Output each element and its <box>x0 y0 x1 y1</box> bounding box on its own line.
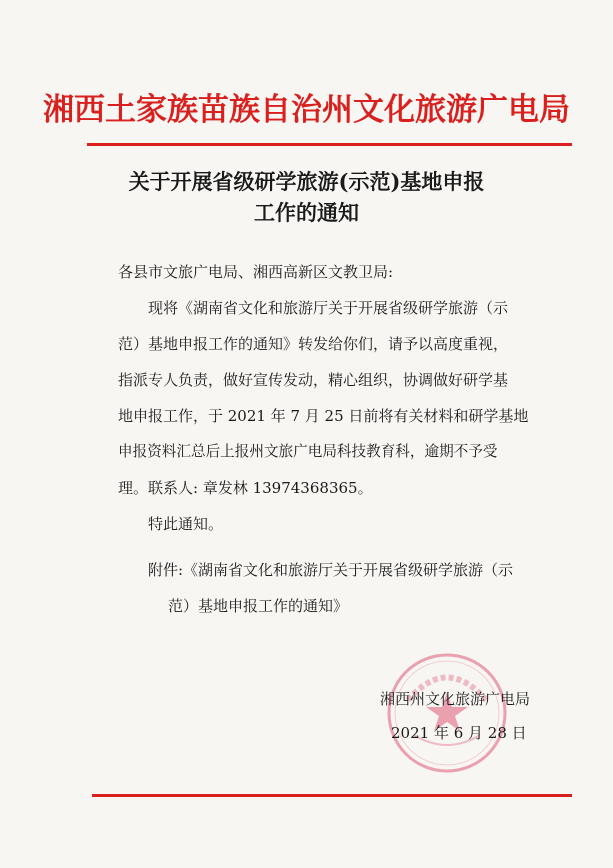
official-seal-stamp <box>384 650 510 776</box>
body-line-3: 指派专人负责，做好宣传发动，精心组织，协调做好研学基 <box>118 371 509 389</box>
body-line-6: 理。联系人: 章发林 13974368365。 <box>118 479 373 497</box>
signature-org: 湘西州文化旅游广电局 <box>380 690 531 708</box>
attachment-line-2: 范）基地申报工作的通知》 <box>168 597 349 615</box>
signature-date: 2021 年 6 月 28 日 <box>391 724 527 742</box>
title-line-2: 工作的通知 <box>254 200 359 225</box>
red-divider-bottom <box>92 794 572 797</box>
body-line-5: 申报资料汇总后上报州文旅广电局科技教育科，逾期不予受 <box>118 443 498 460</box>
closing: 特此通知。 <box>148 515 224 533</box>
body-line-4: 地申报工作，于 2021 年 7 月 25 日前将有关材料和研学基地 <box>118 407 529 425</box>
body-line-2: 范）基地申报工作的通知》转发给你们，请予以高度重视， <box>118 335 509 353</box>
salutation: 各县市文旅广电局、湘西高新区文教卫局: <box>118 263 394 281</box>
body-line-1: 现将《湖南省文化和旅游厅关于开展省级研学旅游（示 <box>148 299 509 317</box>
attachment-line-1: 附件:《湖南省文化和旅游厅关于开展省级研学旅游（示 <box>148 561 514 579</box>
document-title <box>0 166 613 228</box>
title-line-1: 关于开展省级研学旅游(示范)基地申报 <box>128 169 485 194</box>
issuer-header: 湘西土家族苗族自治州文化旅游广电局 <box>43 92 570 128</box>
red-divider-top <box>87 143 572 146</box>
